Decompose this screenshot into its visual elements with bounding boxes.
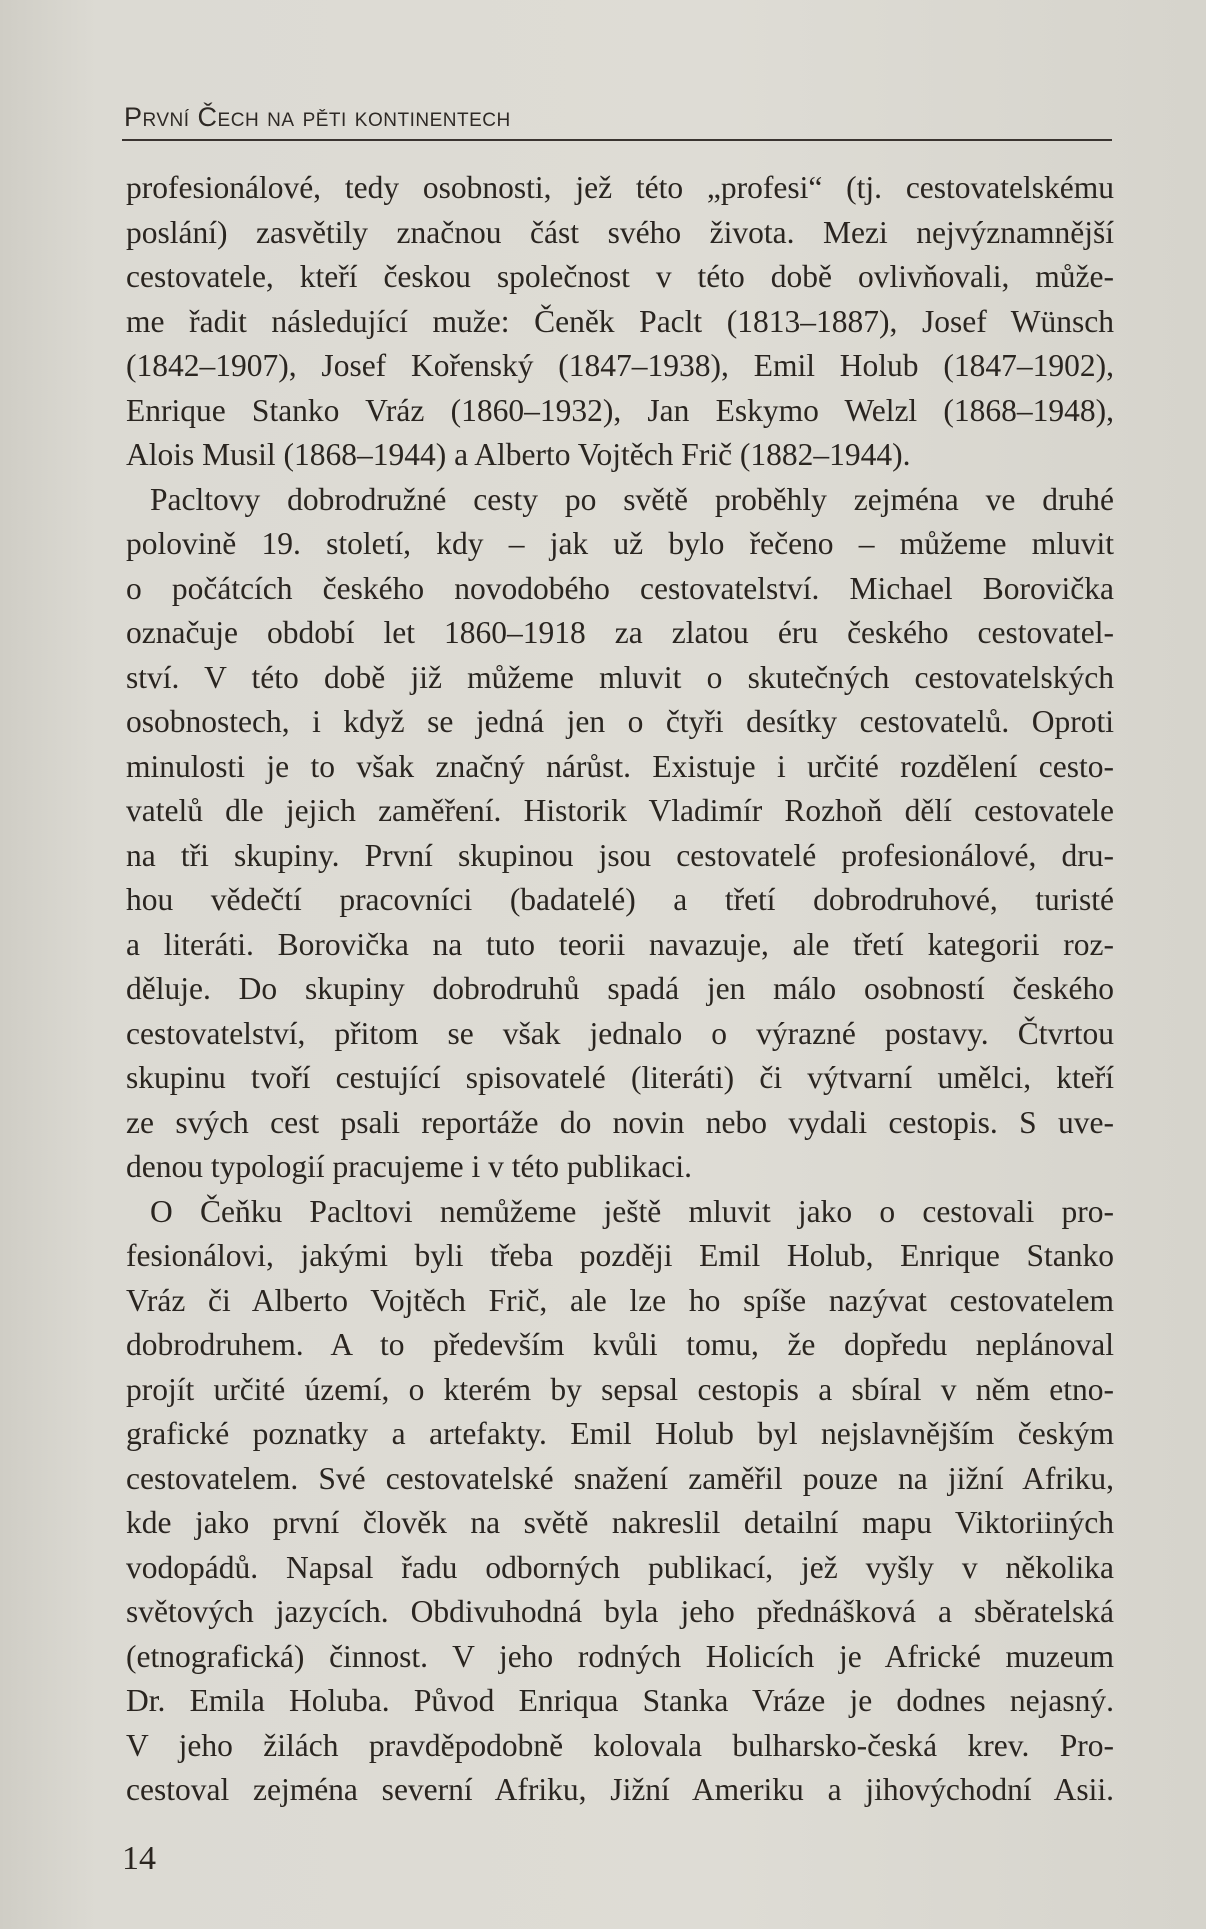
- page-number: 14: [122, 1840, 156, 1877]
- text-line: minulosti je to však značný nárůst. Existuje i určité rozdělení cesto-: [126, 748, 1114, 784]
- text-line: Pacltovy dobrodružné cesty po světě proběhly zejména ve druhé: [150, 481, 1114, 517]
- text-line: Alois Musil (1868–1944) a Alberto Vojtěch Frič (1882–1944).: [126, 437, 911, 472]
- text-line: cestovatelem. Své cestovatelské snažení zaměřil pouze na jižní Afriku,: [126, 1460, 1114, 1496]
- text-line: denou typologií pracujeme i v této publikaci.: [126, 1149, 692, 1184]
- text-line: vatelů dle jejich zaměření. Historik Vladimír Rozhoň dělí cestovatele: [126, 793, 1114, 828]
- text-line: hou vědečtí pracovníci (badatelé) a třetí dobrodruhové, turisté: [126, 882, 1114, 917]
- text-line: na tři skupiny. První skupinou jsou cestovatelé profesionálové, dru-: [126, 837, 1114, 873]
- text-line: děluje. Do skupiny dobrodruhů spadá jen málo osobností českého: [126, 971, 1114, 1006]
- text-line: světových jazycích. Obdivuhodná byla jeho přednášková a sběratelská: [126, 1594, 1114, 1629]
- text-line: osobnostech, i když se jedná jen o čtyři desítky cestovatelů. Oproti: [126, 704, 1114, 739]
- text-line: Dr. Emila Holuba. Původ Enriqua Stanka Vráze je dodnes nejasný.: [126, 1683, 1114, 1718]
- text-line: cestoval zejména severní Afriku, Jižní Ameriku a jihovýchodní Asii.: [126, 1772, 1114, 1807]
- text-line: Vráz či Alberto Vojtěch Frič, ale lze ho spíše nazývat cestovatelem: [126, 1282, 1114, 1318]
- text-line: označuje období let 1860–1918 za zlatou éru českého cestovatel-: [126, 615, 1114, 650]
- text-line: (etnografická) činnost. V jeho rodných Holicích je Africké muzeum: [126, 1638, 1114, 1674]
- text-line: o počátcích českého novodobého cestovatelství. Michael Borovička: [126, 570, 1114, 606]
- running-header: První Čech na pěti kontinentech: [124, 102, 511, 132]
- text-line: V jeho žilách pravděpodobně kolovala bulharsko-česká krev. Pro-: [126, 1727, 1114, 1763]
- body-text: [126, 166, 1114, 1813]
- text-line: grafické poznatky a artefakty. Emil Holub byl nejslavnějším českým: [126, 1416, 1114, 1451]
- text-line: cestovatelství, přitom se však jednalo o výrazné postavy. Čtvrtou: [126, 1015, 1114, 1051]
- text-line: poslání) zasvětily značnou část svého života. Mezi nejvýznamnější: [126, 214, 1114, 250]
- text-line: vodopádů. Napsal řadu odborných publikací, jež vyšly v několika: [126, 1549, 1114, 1585]
- text-line: (1842–1907), Josef Kořenský (1847–1938), Emil Holub (1847–1902),: [126, 348, 1114, 383]
- text-line: me řadit následující muže: Čeněk Paclt (1813–1887), Josef Wünsch: [126, 303, 1114, 339]
- text-line: ze svých cest psali reportáže do novin nebo vydali cestopis. S uve-: [126, 1104, 1114, 1140]
- text-line: polovině 19. století, kdy – jak už bylo řečeno – můžeme mluvit: [126, 526, 1114, 561]
- text-line: ství. V této době již můžeme mluvit o skutečných cestovatelských: [126, 659, 1114, 695]
- text-line: kde jako první člověk na světě nakreslil detailní mapu Viktoriiných: [126, 1505, 1114, 1540]
- text-line: skupinu tvoří cestující spisovatelé (literáti) či výtvarní umělci, kteří: [126, 1060, 1114, 1095]
- text-line: a literáti. Borovička na tuto teorii navazuje, ale třetí kategorii roz-: [126, 926, 1114, 962]
- text-line: Enrique Stanko Vráz (1860–1932), Jan Eskymo Welzl (1868–1948),: [126, 392, 1114, 428]
- text-line: O Čeňku Pacltovi nemůžeme ještě mluvit jako o cestovali pro-: [150, 1193, 1114, 1229]
- text-line: dobrodruhem. A to především kvůli tomu, že dopředu neplánoval: [126, 1327, 1114, 1362]
- header-rule: [122, 139, 1112, 141]
- text-line: cestovatele, kteří českou společnost v této době ovlivňovali, může-: [126, 259, 1114, 294]
- text-line: projít určité území, o kterém by sepsal cestopis a sbíral v něm etno-: [126, 1371, 1114, 1407]
- text-line: profesionálové, tedy osobnosti, jež této „profesi“ (tj. cestovatelskému: [126, 170, 1114, 205]
- text-line: fesionálovi, jakými byli třeba později Emil Holub, Enrique Stanko: [126, 1238, 1114, 1273]
